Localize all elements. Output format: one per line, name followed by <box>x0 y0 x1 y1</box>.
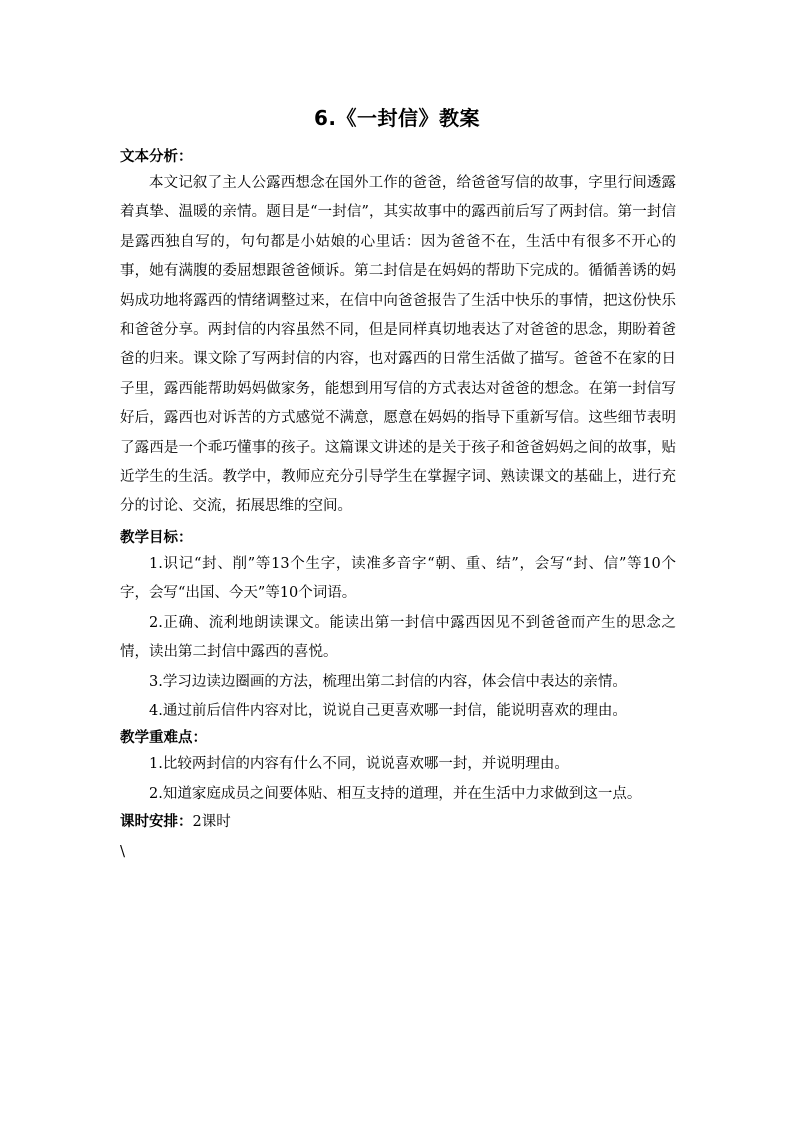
section-heading-text-analysis: 文本分析： <box>120 149 193 165</box>
objective-item-4: 4.通过前后信件内容对比，说说自己更喜欢哪一封信，能说明喜欢的理由。 <box>149 702 627 719</box>
schedule-line <box>120 809 676 835</box>
section-heading-key-points: 教学重难点： <box>120 730 207 747</box>
key-point-item-2: 2.知道家庭成员之间要体贴、相互支持的道理，并在生活中力求做到这一点。 <box>149 785 642 802</box>
objective-item-2: 2.正确、流利地朗读课文。能读出第一封信中露西因见不到爸爸而产生的思念之情，读出第二封信中露西的喜悦。 <box>120 614 676 661</box>
key-point-item-1: 1.比较两封信的内容有什么不同，说说喜欢哪一封，并说明理由。 <box>149 756 569 773</box>
objective-item-3: 3.学习边读边圈画的方法，梳理出第二封信的内容，体会信中表达的亲情。 <box>149 673 627 690</box>
schedule-label: 课时安排： <box>120 814 193 831</box>
trailing-backslash-mark: \ <box>120 842 126 861</box>
document-title: 6.《一封信》教案 <box>313 106 480 130</box>
document-body <box>120 145 676 863</box>
schedule-value: 2课时 <box>192 814 231 831</box>
analysis-paragraph: 本文记叙了主人公露西想念在国外工作的爸爸，给爸爸写信的故事，字里行间透露着真挚、温暖的亲情。题目是“一封信”，其实故事中的露西前后写了两封信。第一封信是露西独自写的，句句都是小姑娘的心里话：因为爸爸不在，生活中有很多不开心的事，她有满腹的委屈想跟爸爸倾诉。第二封信是在妈妈的帮助下完成的。循循善诱的妈妈成功地将露西的情绪调整过来，在信中向爸爸报告了生活中快乐的事情，把这份快乐和爸爸分享。两封信的内容虽然不同，但是同样真切地表达了对爸爸的思念，期盼着爸爸的归来。课文除了写两封信的内容，也对露西的日常生活做了描写。爸爸不在家的日子里，露西能帮助妈妈做家务，能想到用写信的方式表达对爸爸的想念。在第一封信写好后，露西也对诉苦的方式感觉不满意，愿意在妈妈的指导下重新写信。这些细节表明了露西是一个乖巧懂事的孩子。这篇课文讲述的是关于孩子和爸爸妈妈之间的故事，贴近学生的生活。教学中，教师应充分引导学生在掌握字词、熟读课文的基础上，进行充分的讨论、交流，拓展思维的空间。 <box>120 175 676 515</box>
objective-item-1: 1.识记“封、削”等13个生字，读准多音字“朝、重、结”，会写“封、信”等10个字，会写“出国、今天”等10个词语。 <box>120 555 676 602</box>
section-heading-objectives: 教学目标： <box>120 529 193 546</box>
